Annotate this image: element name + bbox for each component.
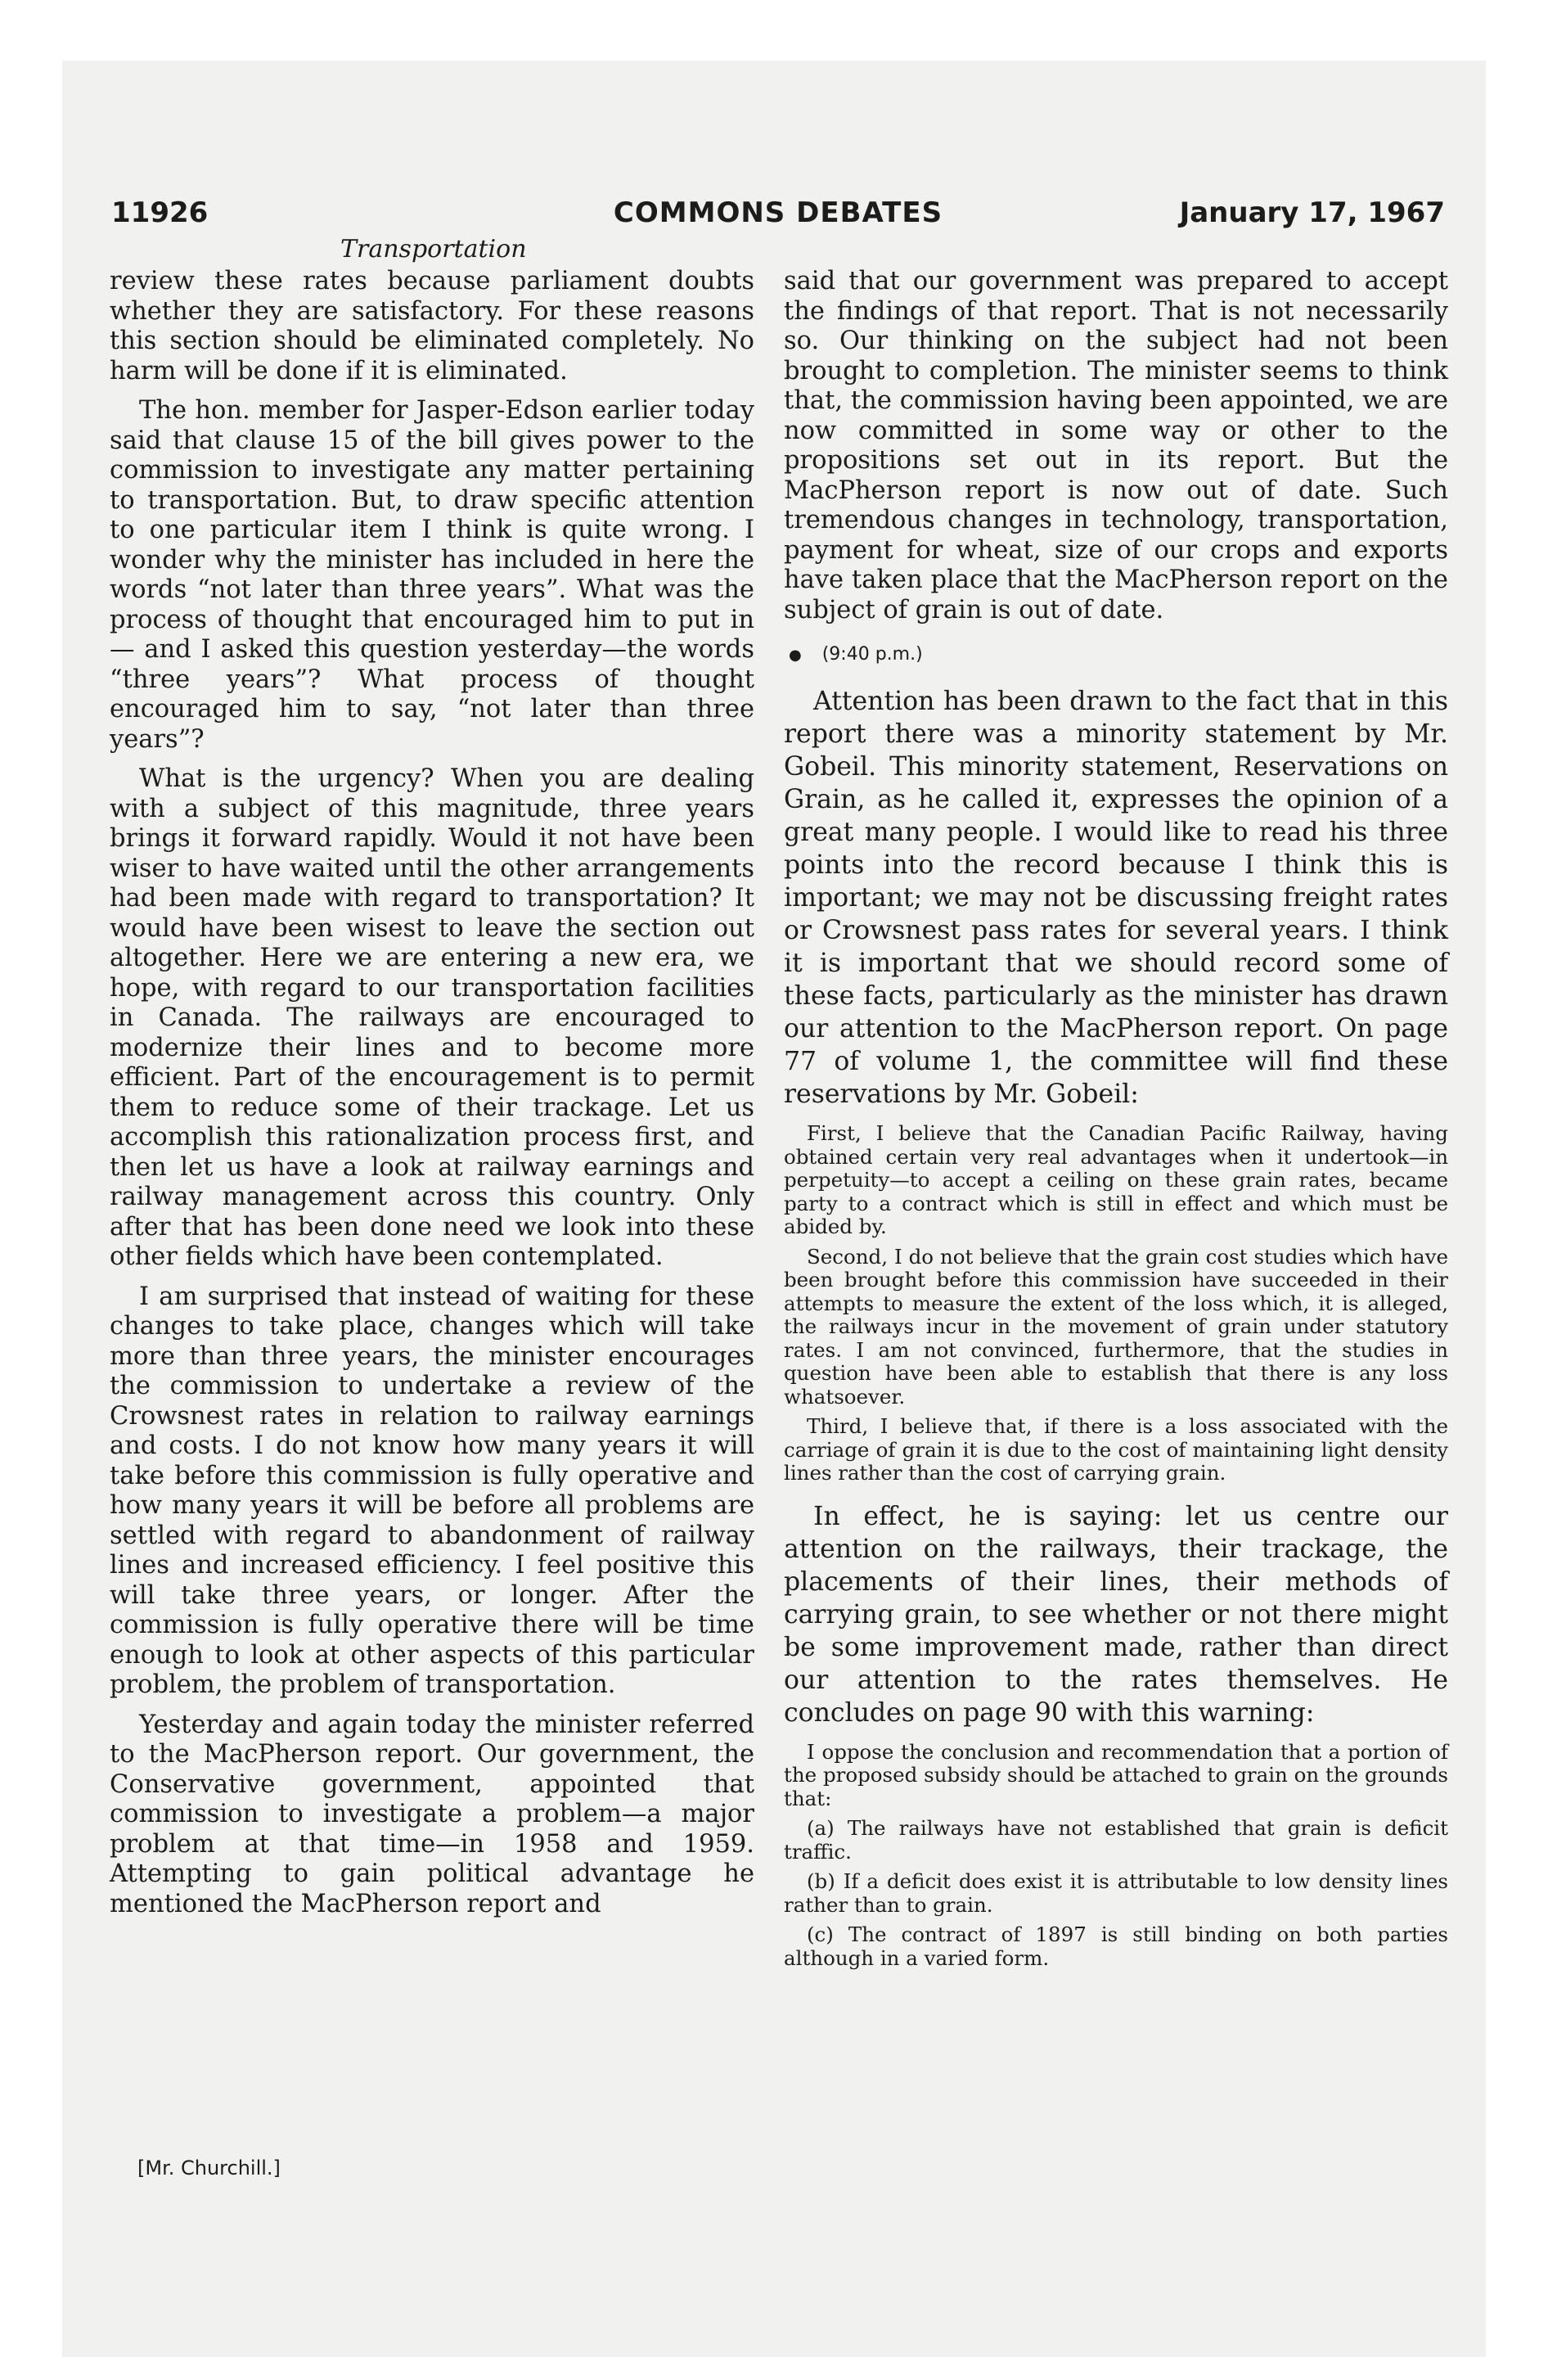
- paragraph: I am surprised that instead of waiting for these changes to take place, changes which will take more than three years, the minister encourages the commission to undertake a review of the Crowsnest rates in relation to railway earnings and costs. I do not know how many years it will take before this commission is fully operative and how many years it will be before all problems are settled with regard to abandonment of railway lines and increased efficiency. I feel positive this will take three years, or longer. After the commission is fully operative there will be time enough to look at other aspects of this particular problem, the problem of transportation.: [110, 1282, 754, 1699]
- paragraph: In effect, he is saying: let us centre our attention on the railways, their trackage, the placements of their lines, their methods of carrying grain, to see whether or not there might be some improvement made, rather than direct our attention to the rates themselves. He concludes on page 90 with this warning:: [784, 1501, 1448, 1728]
- quote-paragraph: Third, I believe that, if there is a loss associated with the carriage of grain it is due to the cost of maintaining light density lines rather than the cost of carrying grain.: [784, 1414, 1448, 1485]
- paragraph: Attention has been drawn to the fact that in this report there was a minority statement by Mr. Gobeil. This minority statement, Reservations on Grain, as he called it, expresses the opinion of a great many people. I would like to read his three points into the record because I think this is important; we may not be discussing freight rates or Crowsnest pass rates for several years. I think it is important that we should record some of these facts, particularly as the minister has drawn our attention to the MacPherson report. On page 77 of volume 1, the committee will find these reservations by Mr. Gobeil:: [784, 687, 1448, 1109]
- speaker-label: [Mr. Churchill.]: [137, 2157, 281, 2179]
- time-marker: [789, 640, 1448, 670]
- paragraph: What is the urgency? When you are dealing with a subject of this magnitude, three years brings it forward rapidly. Would it not have been wiser to have waited until the other arrangements had been made with regard to transportation? It would have been wisest to leave the section out altogether. Here we are entering a new era, we hope, with regard to our transportation facilities in Canada. The railways are encouraged to modernize their lines and to become more efficient. Part of the encouragement is to permit them to reduce some of their trackage. Let us accomplish this rationalization process first, and then let us have a look at railway earnings and railway management across this country. Only after that has been done need we look into these other fields which have been contemplated.: [110, 764, 754, 1271]
- paragraph: said that our government was prepared to accept the findings of that report. That is not necessarily so. Our thinking on the subject had not been brought to completion. The minister seems to think that, the commission having been appointed, we are now committed in some way or other to the propositions set out in its report. But the MacPherson report is now out of date. Such tremendous changes in technology, transportation, payment for wheat, size of our crops and exports have taken place that the MacPherson report on the subject of grain is out of date.: [784, 267, 1448, 624]
- journal-title: COMMONS DEBATES: [613, 196, 943, 229]
- section-heading: Transportation: [340, 235, 527, 264]
- paragraph: Yesterday and again today the minister referred to the MacPherson report. Our government, the Conservative government, appointed that commission to investigate a problem—a major problem at that time—in 1958 and 1959. Attempting to gain political advantage he mentioned the MacPherson report and: [110, 1710, 754, 1918]
- block-quote: [784, 1741, 1448, 1971]
- quote-paragraph: I oppose the conclusion and recommendation that a portion of the proposed subsidy should be attached to grain on the grounds that:: [784, 1739, 1448, 1810]
- debate-date: January 17, 1967: [1179, 196, 1445, 229]
- quote-paragraph: (b) If a deficit does exist it is attributable to low density lines rather than to grain.: [784, 1869, 1448, 1917]
- quote-paragraph: (c) The contract of 1897 is still binding on both parties although in a varied form.: [784, 1922, 1448, 1970]
- block-quote: [784, 1122, 1448, 1485]
- right-column: [784, 267, 1448, 1970]
- paragraph: review these rates because parliament doubts whether they are satisfactory. For these reasons this section should be eliminated completely. No harm will be done if it is eliminated.: [110, 267, 754, 385]
- page-header: [111, 193, 1445, 232]
- bullet-icon: ●: [789, 647, 802, 664]
- quote-paragraph: (a) The railways have not established that grain is deficit traffic.: [784, 1816, 1448, 1864]
- time-marker-text: (9:40 p.m.): [821, 644, 923, 665]
- paragraph: The hon. member for Jasper-Edson earlier today said that clause 15 of the bill gives power to the commission to investigate any matter pertaining to transportation. But, to draw specific attention to one particular item I think is quite wrong. I wonder why the minister has included in here the words “not later than three years”. What was the process of thought that encouraged him to put in— and I asked this question yesterday—the words “three years”? What process of thought encouraged him to say, “not later than three years”?: [110, 396, 754, 754]
- page-number: 11926: [111, 196, 209, 229]
- quote-paragraph: First, I believe that the Canadian Pacific Railway, having obtained certain very real advantages when it undertook—in perpetuity—to accept a ceiling on these grain rates, became party to a contract which is still in effect and which must be abided by.: [784, 1121, 1448, 1238]
- left-column: [110, 267, 754, 1919]
- quote-paragraph: Second, I do not believe that the grain cost studies which have been brought before this commission have succeeded in their attempts to measure the extent of the loss which, it is alleged, the railways incur in the movement of grain under statutory rates. I am not convinced, furthermore, that the studies in question have been able to establish that there is any loss whatsoever.: [784, 1244, 1448, 1409]
